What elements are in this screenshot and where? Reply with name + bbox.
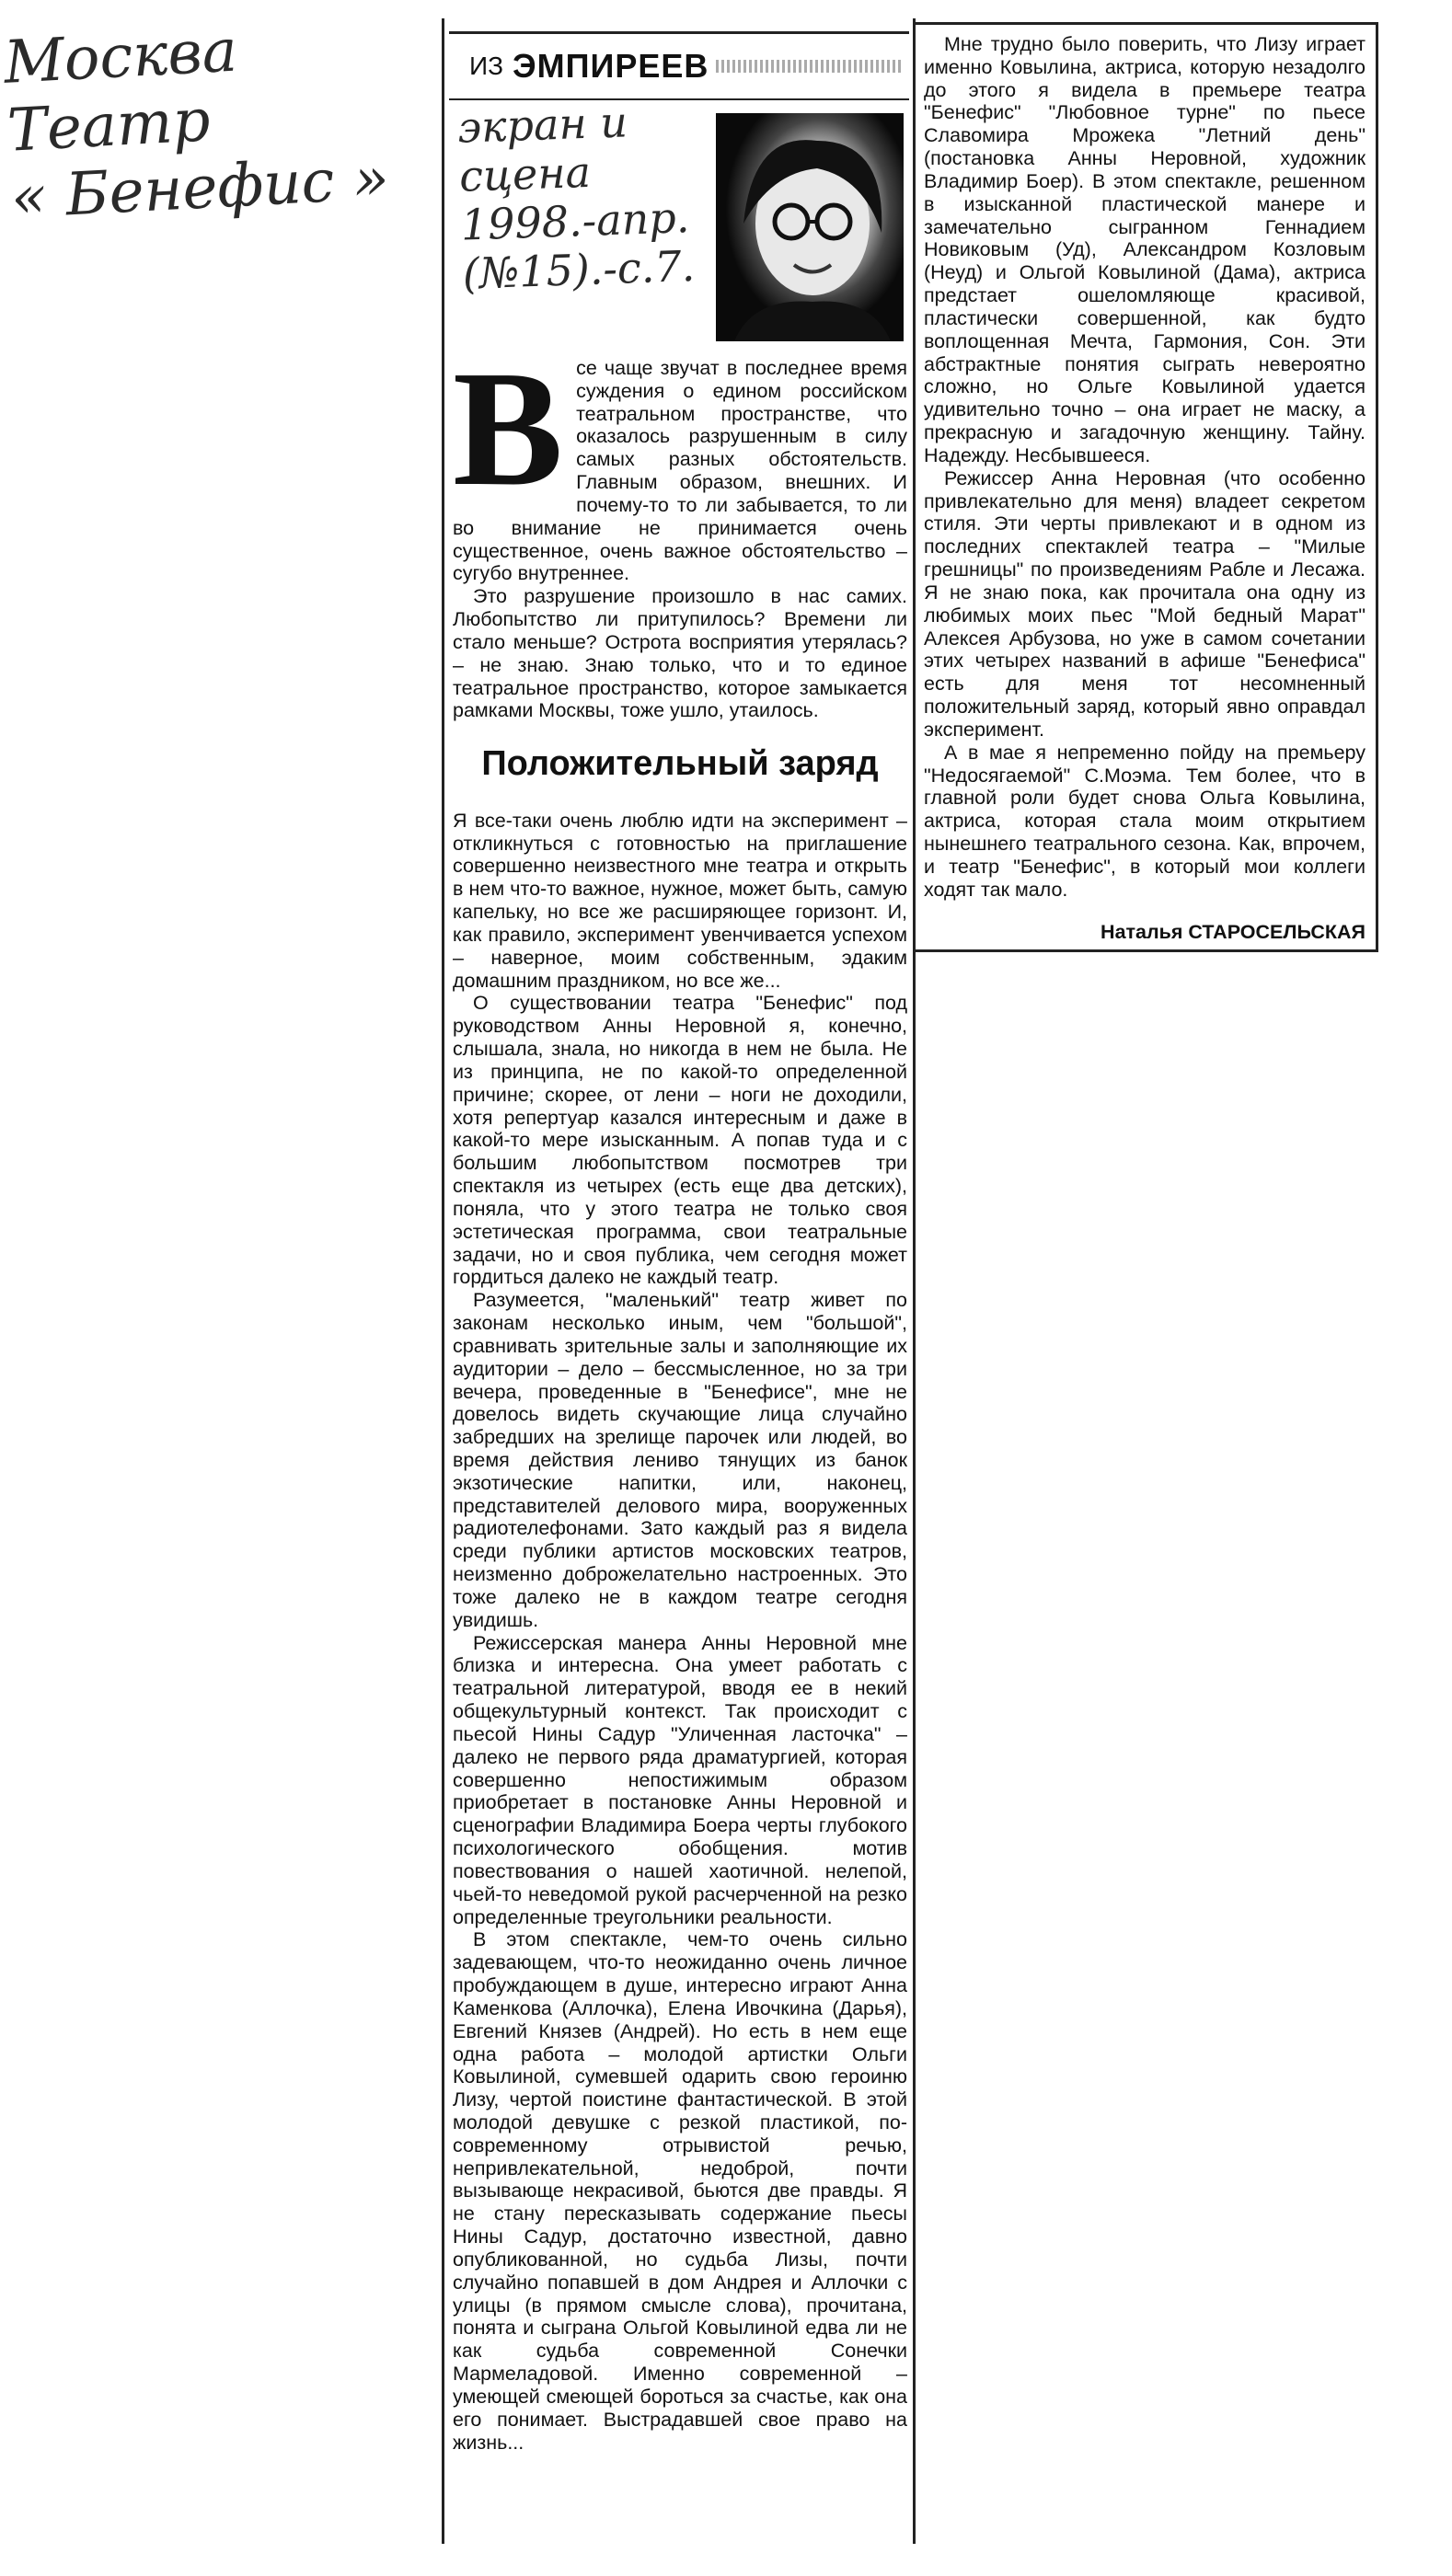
rubric-header <box>449 31 909 100</box>
body-paragraph: Разумеется, "маленький" театр живет по законам несколько иным, чем "большой", сравнивать зрительные залы и заполняющие их аудитории – дело – бессмысленное, но за три вечера, проведенные в "Бенефисе", мне не довелось видеть скучающие лица случайно забредших на зрелище парочек или людей, во время действия лениво тянущих из банок экзотические напитки, или, наконец, представителей делового мира, вооруженных радиотелефонами. Зато каждый раз я видела среди публики артистов московских театров, неизменно доброжелательно настроенных. Это тоже далеко не в каждом театре сегодня увидишь. <box>453 1289 907 1631</box>
author-photo <box>716 113 904 341</box>
body-paragraph: Режиссер Анна Неровная (что особенно привлекательно для меня) владеет секретом стиля. Эти черты привлекают и в одном из последних спектаклей театра – "Милые грешницы" по произведениям Рабле и Лесажа. Я не знаю пока, как прочитала она одну из любимых моих пьес "Мой бедный Марат" Алексея Арбузова, но уже в самом сочетании этих четырех названий в афише "Бенефиса" есть для меня тот несомненный положительный заряд, который явно оправдал эксперимент. <box>924 466 1366 741</box>
body-paragraph: Я все-таки очень люблю идти на эксперимент – откликнуться с готовностью на приглашение совершенно неизвестного мне театра и открыть в нем что-то важное, нужное, может быть, самую капельку, но все же расширяющее горизонт. И, как правило, эксперимент увенчивается успехом – наверное, моим собственным, эдаким домашним праздником, но все же... <box>453 809 907 992</box>
rubric-prefix: ИЗ <box>469 52 504 80</box>
body-paragraph: Режиссерская манера Анны Неровной мне близка и интересна. Она умеет работать с театральной литературой, вводя ее в некий общекультурный контекст. Так происходит с пьесой Нины Садур "Уличенная ласточка" – далеко не первого ряда драматургией, которая совершенно непостижимым образом приобретает в постановке Анны Неровной и сценографии Владимира Боера черты глубокого психологического обобщения. мотив повествования о нашей хаотичной. нелепой, чьей-то неведомой рукой расчерченной на резко определенные треугольники реальности. <box>453 1631 907 1928</box>
article-intro <box>453 337 907 2454</box>
intro-paragraph: Это разрушение произошло в нас самих. Любопытство ли притупилось? Времени ли стало меньше? Острота восприятия утерялась? – не знаю. Знаю только, что и то единое театральное пространство, которое замыкается рамками Москвы, тоже ушло, утаилось. <box>453 585 907 722</box>
body-paragraph: Мне трудно было поверить, что Лизу играет именно Ковылина, актриса, которую незадолго до этого я видела в премьере театра "Бенефис" "Любовное турне" по пьесе Славомира Мрожека "Летний день" (постановка Анны Неровной, художник Владимир Боер). В этом спектакле, решенном в изысканной пластической манере и замечательно сыгранном Геннадием Новиковым (Уд), Александром Козловым (Неуд) и Ольгой Ковылиной (Дама), актриса предстает ошеломляюще красивой, пластически совершенной, как будто воплощенная Мечта, Гармония, Сон. Эти абстрактные понятия сыграть невероятно сложно, но Ольге Ковылиной удается удивительно точно – она играет не маску, а прекрасную и загадочную женщину. Тайну. Надежду. Несбывшееся. <box>924 33 1366 466</box>
handwritten-archive-note: Москва Театр « Бенефис » <box>2 17 391 233</box>
column-rule-left <box>442 18 444 2544</box>
drop-cap: В <box>453 337 564 520</box>
handwritten-source-note: экран и сцена 1998.-апр. (№15).-с.7. <box>456 97 697 299</box>
body-paragraph: О существовании театра "Бенефис" под руководством Анны Неровной я, конечно, слышала, знала, но никогда в нем не была. Не из принципа, не по какой-то определенной причине; скорее, от лени – ноги не доходили, хотя репертуар казался интересным и даже в какой-то мере изысканным. А попав туда и с большим любопытством посмотрев три спектакля из четырех (есть еще два детских), поняла, что у этого театра не только своя эстетическая программа, свои театральные задачи, но и своя публика, чем сегодня может гордиться далеко не каждый театр. <box>453 992 907 1289</box>
article-headline: Положительный заряд <box>481 744 879 784</box>
body-paragraph: А в мае я непременно пойду на премьеру "Недосягаемой" С.Моэма. Тем более, что в главной роли будет снова Ольга Ковылина, актриса, которая стала моим открытием нынешнего театрального сезона. Как, впрочем, и театр "Бенефис", в который мои коллеги ходят так мало. <box>924 741 1366 901</box>
body-paragraph: В этом спектакле, чем-то очень сильно задевающем, что-то неожиданно очень личное пробуждающем в душе, интересно играют Анна Каменкова (Аллочка), Елена Ивочкина (Дарья), Евгений Князев (Андрей). Но есть в нем еще одна работа – молодой артистки Ольги Ковылиной, сумевшей одарить свою героиню Лизу, чертой поистине фантастической. В этой молодой девушке с резкой пластикой, по-современному отрывистой речью, непривлекательной, недоброй, почти вызывающе некрасивой, бьются две правды. Я не стану пересказывать содержание пьесы Нины Садур, достаточно известной, давно опубликованной, но судьба Лизы, почти случайно попавшей в дом Андрея и Аллочки с улицы (в прямом смысле слова), прочитана, понята и сыграна Ольгой Ковылиной едва ли не как судьба современной Сонечки Мармеладовой. Именно современной – умеющей смеющей бороться за счастье, как она его понимает. Выстрадавшей свое право на жизнь... <box>453 1928 907 2454</box>
author-signature: Наталья СТАРОСЕЛЬСКАЯ <box>1101 921 1366 944</box>
rubric-decoration <box>716 60 902 73</box>
author-portrait-icon <box>716 113 904 341</box>
article-right-column <box>924 33 1366 944</box>
intro-paragraph: се чаще звучат в последнее время суждения о едином российском театральном пространстве, что оказалось разрушенным в силу самых разных обстоятельств. Главным образом, внешних. И почему-то то ли забывается, то ли во внимание не принимается очень существенное, очень важное обстоятельство – сугубо внутреннее. <box>453 357 907 585</box>
rubric-title: ЭМПИРЕЕВ <box>513 47 709 85</box>
